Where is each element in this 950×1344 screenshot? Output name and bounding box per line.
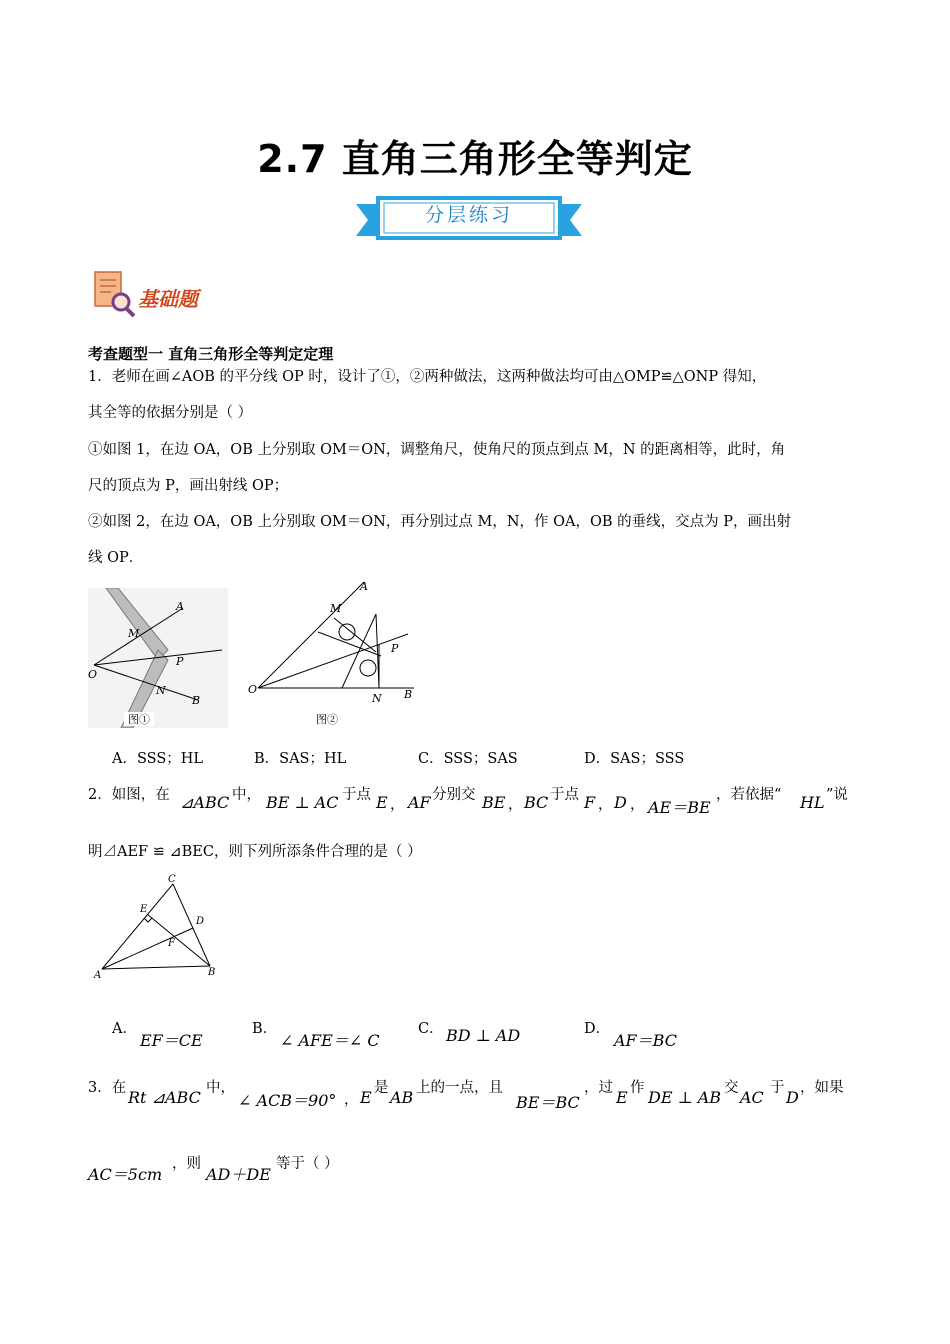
q2-math-1: ⊿ABC	[180, 793, 230, 812]
q2-option-c-letter[interactable]: C．	[418, 1021, 444, 1037]
q2-fig-label-d: D	[196, 916, 205, 927]
q2-text-11: ”说	[826, 787, 848, 803]
ribbon-text: 分层练习	[424, 204, 513, 226]
q2-math-9: AE＝BE	[648, 798, 711, 817]
q2-fig-label-c: C	[168, 874, 176, 885]
q3-math-7: DE ⊥ AB	[648, 1088, 722, 1107]
q2-math-4: AF	[408, 793, 431, 812]
q2-option-a-letter[interactable]: A．	[112, 1021, 137, 1037]
q3-text-9: 于	[770, 1080, 785, 1096]
q3-text-5: 上的一点，且	[416, 1080, 503, 1096]
q2-math-6: BC	[524, 793, 549, 812]
fig1-caption: 图①	[128, 713, 150, 726]
q2-fig-label-f: F	[168, 938, 175, 949]
q2-text-4: ，	[390, 797, 405, 813]
fig2-label-b: B	[404, 688, 413, 701]
q2-option-b-expr[interactable]: ∠ AFE＝∠ C	[280, 1031, 380, 1050]
q3-math-6: E	[616, 1088, 628, 1107]
q1-line-2: 其全等的依据分别是（ ）	[88, 405, 253, 421]
q3-text-4: 是	[374, 1080, 389, 1096]
q3-math-10: AC＝5cm	[88, 1165, 163, 1184]
fig2-caption: 图②	[316, 713, 338, 726]
q2-option-d-letter[interactable]: D．	[584, 1021, 611, 1037]
q1-option-c[interactable]: C．SSS；SAS	[418, 751, 518, 767]
q1-option-d[interactable]: D．SAS；SSS	[584, 751, 685, 767]
document-magnifier-icon	[93, 270, 137, 318]
q1-figure-1	[88, 588, 228, 728]
q3-text-6: ，过	[584, 1080, 613, 1096]
fig1-label-b: B	[192, 694, 201, 707]
fig1-label-n: N	[156, 684, 166, 697]
q3-text-8: 交	[724, 1080, 739, 1096]
q3-text-7: 作	[630, 1080, 645, 1096]
q3-text-3: ，	[344, 1092, 359, 1108]
fig1-label-o: O	[88, 668, 98, 681]
q2-line-2: 明⊿AEF ≌ ⊿BEC，则下列所添条件合理的是（ ）	[88, 844, 422, 860]
q1-figure-2	[246, 578, 426, 728]
q2-text-9: ，	[630, 797, 645, 813]
q2-text-5: 分别交	[432, 787, 476, 803]
q2-text-6: ，	[508, 797, 523, 813]
q3-text-11: ，则	[172, 1156, 201, 1172]
q3-text-10: ，如果	[800, 1080, 844, 1096]
q2-text-1: 2．如图，在	[88, 787, 170, 803]
q2-text-8: ，	[598, 797, 613, 813]
q3-math-8: AC	[740, 1088, 764, 1107]
q2-option-b-letter[interactable]: B．	[252, 1021, 278, 1037]
q2-math-10: HL	[800, 793, 825, 812]
q2-text-7: 于点	[550, 787, 579, 803]
q3-math-3: E	[360, 1088, 372, 1107]
q3-text-1: 3．在	[88, 1080, 127, 1096]
q2-option-d-expr[interactable]: AF＝BC	[614, 1031, 677, 1050]
q2-option-a-expr[interactable]: EF＝CE	[140, 1031, 203, 1050]
q1-option-b[interactable]: B．SAS；HL	[254, 751, 347, 767]
q2-fig-label-a: A	[94, 970, 102, 981]
q2-text-3: 于点	[342, 787, 371, 803]
q3-math-11: AD＋DE	[206, 1165, 271, 1184]
q2-math-3: E	[376, 793, 388, 812]
q3-math-1: Rt ⊿ABC	[128, 1088, 201, 1107]
q2-math-7: F	[584, 793, 596, 812]
q2-figure	[90, 872, 230, 984]
fig2-label-m: M	[330, 602, 342, 615]
q2-math-5: BE	[482, 793, 506, 812]
q1-line-5: ②如图 2，在边 OA，OB 上分别取 OM＝ON，再分别过点 M，N，作 OA，OB 的垂线，交点为 P，画出射	[88, 514, 791, 530]
q2-fig-label-b: B	[208, 967, 216, 978]
fig2-label-a: A	[360, 580, 368, 593]
q2-fig-label-e: E	[140, 904, 148, 915]
fig2-label-o: O	[248, 683, 258, 696]
q2-option-c-expr[interactable]: BD ⊥ AD	[446, 1026, 521, 1045]
fig1-label-a: A	[176, 600, 184, 613]
q1-option-a[interactable]: A．SSS；HL	[112, 751, 204, 767]
fig2-label-n: N	[372, 692, 382, 705]
section-title: 考查题型一 直角三角形全等判定定理	[88, 345, 334, 363]
q3-math-4: AB	[390, 1088, 414, 1107]
q2-text-2: 中，	[232, 787, 261, 803]
fig1-label-p: P	[176, 655, 184, 668]
q1-line-1: 1．老师在画∠AOB 的平分线 OP 时，设计了①，②两种做法，这两种做法均可由△OMP≌△ONP 得知，	[88, 369, 767, 385]
q3-math-5: BE＝BC	[516, 1093, 580, 1112]
q3-math-2: ∠ ACB＝90°	[238, 1091, 337, 1110]
q2-math-2: BE ⊥ AC	[266, 793, 339, 812]
section-badge-label: 基础题	[138, 287, 198, 311]
fig1-label-m: M	[128, 627, 140, 640]
q2-text-10: ，若依据“	[716, 787, 782, 803]
q1-line-6: 线 OP．	[88, 550, 144, 566]
fig2-label-p: P	[391, 642, 399, 655]
page-title: 2.7 直角三角形全等判定	[257, 137, 693, 181]
q1-line-4: 尺的顶点为 P，画出射线 OP；	[88, 478, 289, 494]
q3-math-9: D	[786, 1088, 799, 1107]
q3-text-12: 等于（ ）	[276, 1156, 339, 1172]
q3-text-2: 中，	[206, 1080, 235, 1096]
q2-math-8: D	[614, 793, 627, 812]
q1-line-3: ①如图 1，在边 OA，OB 上分别取 OM＝ON，调整角尺，使角尺的顶点到点 M，N 的距离相等，此时，角	[88, 442, 786, 458]
